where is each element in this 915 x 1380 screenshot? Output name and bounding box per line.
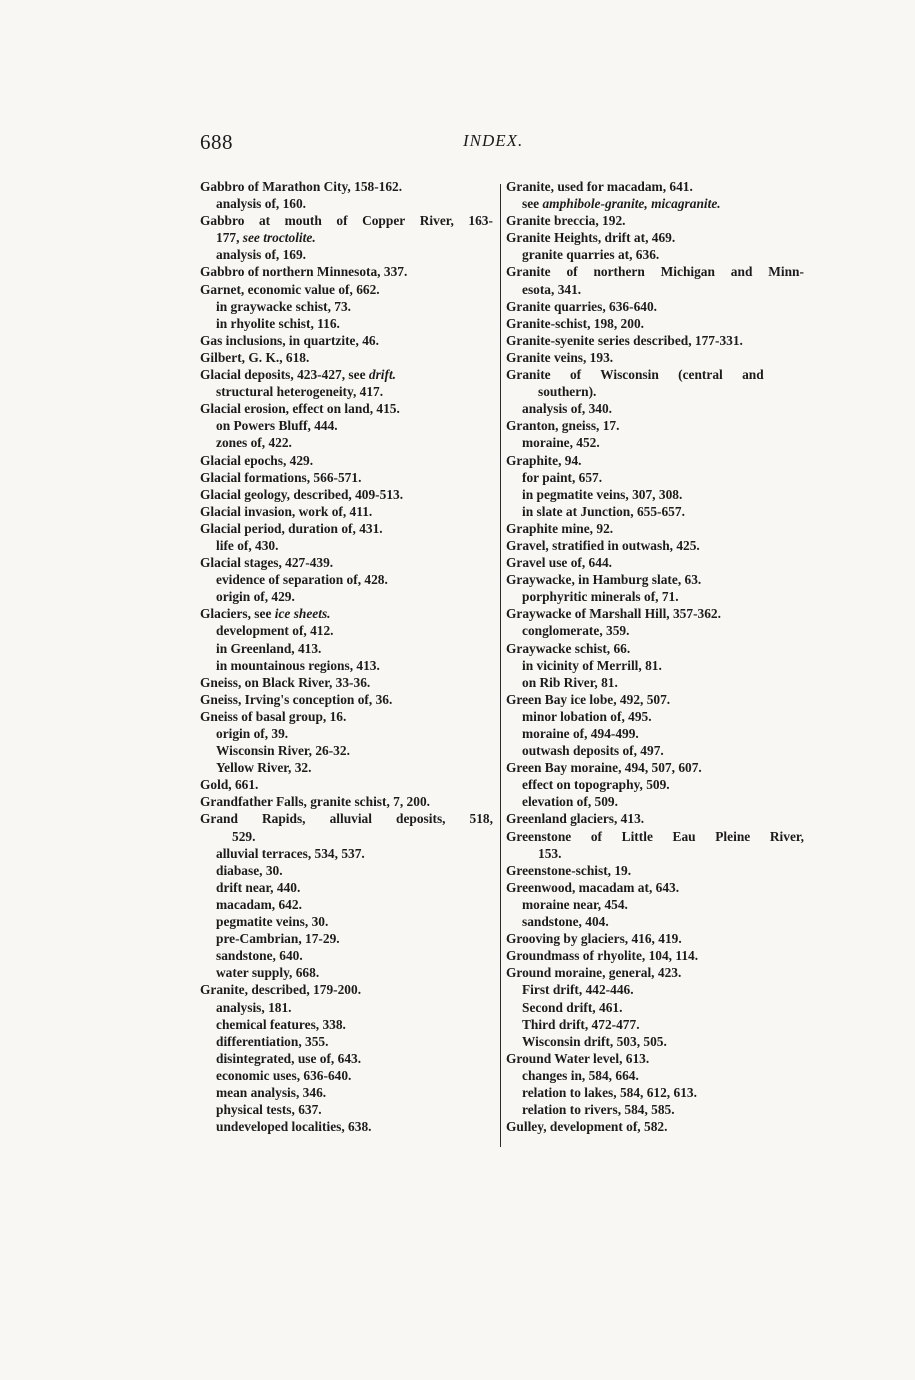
- index-word: River,: [419, 213, 454, 229]
- index-word: 163-: [468, 213, 493, 229]
- index-word: of: [590, 828, 603, 844]
- index-word: Grand: [200, 811, 238, 827]
- index-subentry: water supply, 668.: [216, 965, 320, 981]
- index-entry: Green Bay ice lobe, 492, 507.: [506, 691, 671, 707]
- running-head: INDEX.: [463, 131, 524, 150]
- index-entry: Graphite, 94.: [506, 452, 582, 468]
- index-entry: [506, 263, 804, 280]
- index-entry: [200, 366, 493, 383]
- index-entry: Groundmass of rhyolite, 104, 114.: [506, 948, 699, 964]
- index-entry: Gneiss, Irving's conception of, 36.: [200, 691, 393, 707]
- index-subentry: life of, 430.: [216, 537, 279, 553]
- index-subentry: pegmatite veins, 30.: [216, 914, 329, 930]
- index-entry: [506, 828, 804, 845]
- index-entry: Greenland glaciers, 413.: [506, 811, 645, 827]
- index-entry-continuation: 153.: [538, 845, 562, 861]
- index-subentry: in rhyolite schist, 116.: [216, 315, 340, 331]
- index-subentry: undeveloped localities, 638.: [216, 1119, 372, 1135]
- index-entry: [200, 212, 493, 229]
- index-subentry: Wisconsin River, 26-32.: [216, 743, 350, 759]
- index-subentry: moraine, 452.: [522, 435, 600, 451]
- index-subentry: on Rib River, 81.: [522, 674, 618, 690]
- index-subentry: analysis, 181.: [216, 999, 292, 1015]
- index-entry: Gabbro of Marathon City, 158-162.: [200, 179, 403, 194]
- index-subentry: origin of, 39.: [216, 726, 289, 741]
- index-entry: Gneiss, on Black River, 33-36.: [200, 674, 371, 690]
- index-word: alluvial: [329, 811, 372, 827]
- index-cross-reference: drift.: [368, 367, 397, 383]
- index-entry: Graywacke schist, 66.: [506, 640, 631, 656]
- index-subentry: Wisconsin drift, 503, 505.: [522, 1033, 667, 1049]
- index-subentry: in slate at Junction, 655-657.: [522, 503, 685, 519]
- column-divider: [500, 184, 501, 1147]
- index-subentry: Third drift, 472-477.: [522, 1016, 640, 1032]
- index-entry: Graywacke of Marshall Hill, 357-362.: [506, 606, 721, 622]
- index-word: Rapids,: [261, 811, 306, 827]
- index-entry: Gold, 661.: [200, 777, 259, 793]
- index-word: Michigan: [660, 264, 715, 280]
- index-subentry: outwash deposits of, 497.: [522, 743, 664, 759]
- index-entry: Glacial stages, 427-439.: [200, 555, 334, 571]
- index-subentry: development of, 412.: [216, 623, 334, 639]
- index-subentry: First drift, 442-446.: [522, 982, 634, 998]
- index-text: 177,: [216, 230, 243, 246]
- index-subentry: disintegrated, use of, 643.: [216, 1050, 362, 1066]
- index-entry: Gulley, development of, 582.: [506, 1119, 668, 1135]
- index-word: of: [566, 264, 578, 280]
- index-word: Minn-: [768, 264, 804, 280]
- index-entry: Glacial invasion, work of, 411.: [200, 503, 373, 519]
- index-subentry: analysis of, 169.: [216, 247, 307, 263]
- index-subentry: chemical features, 338.: [216, 1016, 346, 1032]
- index-subentry: physical tests, 637.: [216, 1102, 322, 1118]
- index-entry: Granite-syenite series described, 177-331.: [506, 332, 743, 348]
- index-cross-reference: see troctolite.: [242, 230, 316, 246]
- index-word: 518,: [469, 811, 493, 827]
- index-word: Greenstone: [506, 828, 572, 844]
- page-number: 688: [200, 130, 233, 154]
- index-word: Granite: [506, 264, 551, 280]
- index-subentry: minor lobation of, 495.: [522, 708, 652, 724]
- index-entry: Gabbro of northern Minnesota, 337.: [200, 264, 408, 280]
- index-text: see: [522, 196, 543, 212]
- index-subentry: elevation of, 509.: [522, 794, 618, 810]
- index-subentry: in vicinity of Merrill, 81.: [522, 657, 662, 673]
- index-subentry: analysis of, 160.: [216, 196, 307, 212]
- index-word: northern: [593, 264, 645, 280]
- index-subentry: economic uses, 636-640.: [216, 1067, 352, 1083]
- index-cross-reference: ice sheets.: [274, 606, 331, 622]
- index-entry-continuation: southern).: [538, 384, 597, 400]
- index-entry-continuation: esota, 341.: [522, 281, 582, 297]
- index-entry: Granton, gneiss, 17.: [506, 418, 620, 434]
- index-word: mouth: [284, 213, 322, 229]
- index-subentry: pre-Cambrian, 17-29.: [216, 931, 340, 947]
- index-subentry: moraine of, 494-499.: [522, 726, 639, 741]
- index-entry: Granite, used for macadam, 641.: [506, 179, 693, 194]
- index-word: Eau: [672, 828, 696, 844]
- index-entry: Graphite mine, 92.: [506, 520, 614, 536]
- index-subentry: diabase, 30.: [216, 862, 283, 878]
- index-entry: Gravel, stratified in outwash, 425.: [506, 537, 700, 553]
- index-word: of: [336, 213, 348, 229]
- index-subentry: [506, 195, 804, 212]
- index-subentry: for paint, 657.: [522, 469, 603, 485]
- index-subentry: moraine near, 454.: [522, 896, 628, 912]
- index-entry: Greenwood, macadam at, 643.: [506, 879, 680, 895]
- index-subentry: alluvial terraces, 534, 537.: [216, 845, 365, 861]
- index-entry: Ground Water level, 613.: [506, 1050, 650, 1066]
- index-subentry: drift near, 440.: [216, 879, 301, 895]
- index-entry: Garnet, economic value of, 662.: [200, 281, 380, 297]
- index-word: Copper: [362, 213, 406, 229]
- index-word: and: [730, 264, 753, 280]
- index-entry: Gravel use of, 644.: [506, 555, 612, 571]
- index-subentry: macadam, 642.: [216, 896, 302, 912]
- index-subentry: relation to rivers, 584, 585.: [522, 1102, 675, 1118]
- index-word: River,: [769, 828, 804, 844]
- index-column-right: [506, 178, 804, 1135]
- index-word: deposits,: [396, 811, 446, 827]
- index-subentry: in graywacke schist, 73.: [216, 298, 352, 314]
- index-text: Glaciers, see: [200, 606, 275, 622]
- index-column-left: [200, 178, 493, 1135]
- index-entry: [200, 810, 493, 827]
- index-text: Glacial deposits, 423-427, see: [200, 367, 369, 383]
- index-subentry: on Powers Bluff, 444.: [216, 418, 338, 434]
- index-subentry: sandstone, 404.: [522, 914, 609, 930]
- index-word: at: [258, 213, 271, 229]
- index-entry-continuation: [200, 229, 493, 246]
- index-entry: Glacial erosion, effect on land, 415.: [200, 401, 400, 417]
- index-entry: Glacial epochs, 429.: [200, 452, 314, 468]
- index-entry: Gas inclusions, in quartzite, 46.: [200, 332, 379, 348]
- index-subentry: conglomerate, 359.: [522, 623, 630, 639]
- index-word: Pleine: [715, 828, 751, 844]
- index-entry: [200, 605, 493, 622]
- index-subentry: evidence of separation of, 428.: [216, 572, 388, 588]
- index-subentry: sandstone, 640.: [216, 948, 303, 964]
- index-entry: Glacial period, duration of, 431.: [200, 520, 383, 536]
- index-subentry: in pegmatite veins, 307, 308.: [522, 486, 683, 502]
- index-subentry: differentiation, 355.: [216, 1033, 329, 1049]
- index-subentry: mean analysis, 346.: [216, 1084, 327, 1100]
- index-subentry: analysis of, 340.: [522, 401, 613, 417]
- index-entry: Gilbert, G. K., 618.: [200, 349, 310, 365]
- index-entry: Gneiss of basal group, 16.: [200, 708, 347, 724]
- index-subentry: changes in, 584, 664.: [522, 1067, 639, 1083]
- index-cross-reference: amphibole-granite, micagranite.: [542, 196, 721, 212]
- index-entry: Granite, described, 179-200.: [200, 982, 362, 998]
- index-subentry: Yellow River, 32.: [216, 760, 312, 776]
- index-entry: Granite veins, 193.: [506, 349, 614, 365]
- index-entry: Ground moraine, general, 423.: [506, 965, 682, 981]
- index-subentry: origin of, 429.: [216, 589, 295, 605]
- index-entry: Graywacke, in Hamburg slate, 63.: [506, 572, 702, 588]
- index-entry-continuation: 529.: [232, 828, 256, 844]
- index-subentry: in Greenland, 413.: [216, 640, 322, 656]
- index-entry: Granite Heights, drift at, 469.: [506, 230, 676, 246]
- index-entry: Green Bay moraine, 494, 507, 607.: [506, 760, 702, 776]
- index-entry: Grooving by glaciers, 416, 419.: [506, 931, 682, 947]
- index-entry: Greenstone-schist, 19.: [506, 862, 632, 878]
- index-entry: Granite quarries, 636-640.: [506, 298, 657, 314]
- index-subentry: granite quarries at, 636.: [522, 247, 660, 263]
- index-subentry: effect on topography, 509.: [522, 777, 670, 793]
- index-entry: Granite-schist, 198, 200.: [506, 315, 644, 331]
- index-entry: Grandfather Falls, granite schist, 7, 200.: [200, 794, 430, 810]
- index-entry: Glacial geology, described, 409-513.: [200, 486, 404, 502]
- index-word: Little: [621, 828, 653, 844]
- index-subentry: in mountainous regions, 413.: [216, 657, 380, 673]
- index-subentry: zones of, 422.: [216, 435, 292, 451]
- index-word: Gabbro: [200, 213, 245, 229]
- index-subentry: Second drift, 461.: [522, 999, 623, 1015]
- index-subentry: relation to lakes, 584, 612, 613.: [522, 1084, 697, 1100]
- index-entry: Glacial formations, 566-571.: [200, 469, 362, 485]
- index-entry: Granite of Wisconsin (central and: [506, 367, 764, 383]
- index-subentry: porphyritic minerals of, 71.: [522, 589, 679, 605]
- index-subentry: structural heterogeneity, 417.: [216, 384, 384, 400]
- index-entry: Granite breccia, 192.: [506, 213, 626, 229]
